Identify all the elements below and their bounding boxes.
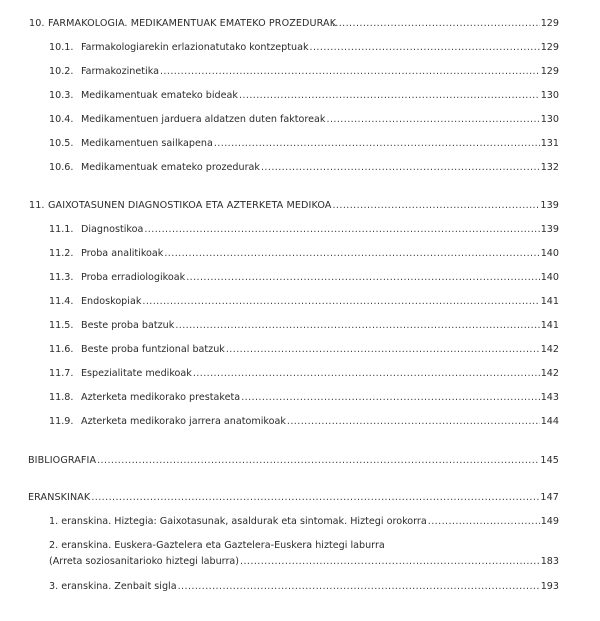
toc-annex-3[interactable] [0, 579, 600, 595]
toc-annex-1[interactable] [0, 514, 600, 530]
annex-title-line2: (Arreta soziosanitarioko hiztegi laburra) [49, 556, 240, 567]
chapter-number: 10. [29, 18, 45, 29]
toc-section-10-2[interactable] [0, 64, 600, 80]
chapter-title: FARMAKOLOGIA. MEDIKAMENTUAK EMATEKO PROZEDURAK [48, 18, 337, 29]
annex-title: 1. eranskina. Hiztegia: Gaixotasunak, asaldurak eta sintomak. Hiztegi orokorra [49, 516, 427, 527]
section-number: 10.5. [49, 138, 74, 149]
page-number: 130 [540, 114, 559, 125]
toc-bibliography[interactable] [0, 453, 600, 469]
section-title: Diagnostikoa [81, 224, 144, 235]
section-number: 10.6. [49, 162, 74, 173]
page-number: 143 [540, 392, 559, 403]
page-number: 129 [540, 42, 559, 53]
toc-section-10-5[interactable] [0, 136, 600, 152]
section-number: 10.2. [49, 66, 74, 77]
toc-section-11-7[interactable] [0, 366, 600, 382]
section-number: 10.1. [49, 42, 74, 53]
section-title: Azterketa medikorako prestaketa [81, 392, 241, 403]
toc-section-10-6[interactable] [0, 160, 600, 176]
page-number: 144 [540, 416, 559, 427]
chapter-title: GAIXOTASUNEN DIAGNOSTIKOA ETA AZTERKETA MEDIKOA [48, 200, 332, 211]
dot-leader [239, 88, 540, 104]
dot-leader [193, 366, 540, 382]
dot-leader [327, 112, 540, 128]
annex-title: 2. eranskina. Euskera-Gaztelera eta Gaztelera-Euskera hiztegi laburra [49, 540, 385, 551]
section-title: Farmakologiarekin erlazionatutako kontzeptuak [81, 42, 309, 53]
section-title: Proba erradiologikoak [81, 272, 186, 283]
toc-section-10-1[interactable] [0, 40, 600, 56]
toc-section-11-8[interactable] [0, 390, 600, 406]
toc-section-11-5[interactable] [0, 318, 600, 334]
section-number: 11.9. [49, 416, 74, 427]
section-title: Medikamentuak emateko prozedurak [81, 162, 260, 173]
section-number: 11.5. [49, 320, 74, 331]
page-number: 140 [540, 272, 559, 283]
page-number: 139 [540, 200, 559, 211]
page-number: 147 [540, 492, 559, 503]
section-number: 11.3. [49, 272, 74, 283]
dot-leader [332, 198, 539, 214]
dot-leader [287, 414, 540, 430]
annex-title: 3. eranskina. Zenbait sigla [49, 581, 177, 592]
page-number: 129 [540, 66, 559, 77]
toc-annexes[interactable] [0, 490, 600, 506]
page-number: 131 [540, 138, 559, 149]
chapter-number: 11. [29, 200, 45, 211]
page-number: 140 [540, 248, 559, 259]
dot-leader [142, 294, 539, 310]
section-title: Beste proba funtzional batzuk [81, 344, 225, 355]
dot-leader [160, 64, 540, 80]
dot-leader [332, 16, 540, 32]
section-title: Farmakozinetika [81, 66, 159, 77]
toc-section-11-2[interactable] [0, 246, 600, 262]
annexes-title: ERANSKINAK [28, 492, 91, 503]
dot-leader [144, 222, 539, 238]
page-number: 149 [540, 516, 559, 527]
page-number: 183 [540, 556, 559, 567]
dot-leader [241, 390, 540, 406]
dot-leader [310, 40, 540, 56]
dot-leader [226, 342, 540, 358]
dot-leader [175, 318, 539, 334]
bibliography-title: BIBLIOGRAFIA [28, 455, 97, 466]
dot-leader [186, 270, 540, 286]
dot-leader [178, 579, 540, 595]
section-number: 10.3. [49, 90, 74, 101]
section-title: Medikamentuak emateko bideak [81, 90, 238, 101]
section-title: Medikamentuen jarduera aldatzen duten faktoreak [81, 114, 326, 125]
dot-leader [214, 136, 540, 152]
page-number: 193 [540, 581, 559, 592]
toc-section-11-3[interactable] [0, 270, 600, 286]
section-number: 10.4. [49, 114, 74, 125]
toc-section-11-9[interactable] [0, 414, 600, 430]
section-number: 11.6. [49, 344, 74, 355]
section-number: 11.7. [49, 368, 74, 379]
page-number: 139 [540, 224, 559, 235]
page-number: 132 [540, 162, 559, 173]
section-number: 11.8. [49, 392, 74, 403]
page-number: 129 [540, 18, 559, 29]
section-number: 11.1. [49, 224, 74, 235]
dot-leader [91, 490, 539, 506]
page-number: 141 [540, 320, 559, 331]
toc-section-11-4[interactable] [0, 294, 600, 310]
page-number: 142 [540, 368, 559, 379]
dot-leader [97, 453, 539, 469]
section-number: 11.2. [49, 248, 74, 259]
dot-leader [428, 514, 540, 530]
toc-chapter-10[interactable] [0, 16, 600, 32]
dot-leader [240, 554, 540, 570]
toc-section-10-4[interactable] [0, 112, 600, 128]
toc-chapter-11[interactable] [0, 198, 600, 214]
toc-section-11-6[interactable] [0, 342, 600, 358]
section-title: Endoskopiak [81, 296, 142, 307]
section-title: Espezialitate medikoak [81, 368, 192, 379]
section-title: Azterketa medikorako jarrera anatomikoak [81, 416, 286, 427]
page-number: 142 [540, 344, 559, 355]
section-title: Beste proba batzuk [81, 320, 175, 331]
page-number: 141 [540, 296, 559, 307]
section-title: Proba analitikoak [81, 248, 164, 259]
dot-leader [164, 246, 539, 262]
toc-section-10-3[interactable] [0, 88, 600, 104]
dot-leader [261, 160, 540, 176]
toc-annex-2[interactable] [0, 538, 600, 570]
section-number: 11.4. [49, 296, 74, 307]
toc-section-11-1[interactable] [0, 222, 600, 238]
section-title: Medikamentuen sailkapena [81, 138, 213, 149]
page-number: 145 [540, 455, 559, 466]
page-number: 130 [540, 90, 559, 101]
